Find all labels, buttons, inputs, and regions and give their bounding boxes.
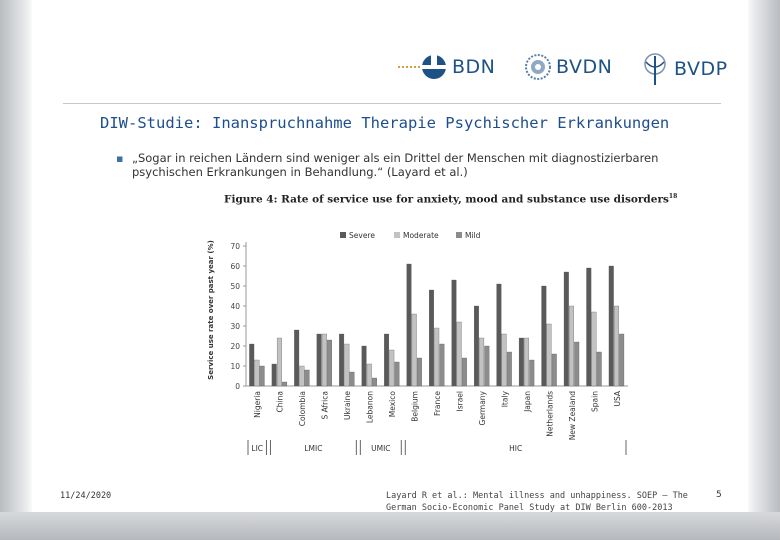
logo-bdn-text: BDN <box>452 56 496 78</box>
bar-severe-colombia <box>294 330 299 386</box>
bar-mild-usa <box>619 334 624 386</box>
bar-mild-israel <box>462 358 467 386</box>
figure-title-text: Figure 4: Rate of service use for anxiety, mood and substance use disorders <box>224 193 669 206</box>
x-tick-label: Spain <box>590 391 600 412</box>
x-tick-label: Germany <box>477 391 487 426</box>
bar-moderate-lebanon <box>367 364 372 386</box>
legend-label-mild: Mild <box>465 231 481 240</box>
bar-mild-spain <box>597 352 602 386</box>
bar-mild-mexico <box>395 362 400 386</box>
legend-swatch-severe <box>340 232 346 238</box>
x-tick-label: Colombia <box>298 391 308 427</box>
bar-mild-lebanon <box>372 378 377 386</box>
bar-moderate-s-africa <box>322 334 327 386</box>
bar-moderate-mexico <box>389 350 394 386</box>
footer-source: Layard R et al.: Mental illness and unhappiness. SOEP — The German Socio-Economic Panel Study at DIW Berlin 600-2013 <box>386 491 688 513</box>
page-number: 5 <box>716 490 722 500</box>
y-tick-label: 0 <box>235 382 240 391</box>
x-tick-label: New Zealand <box>567 391 577 441</box>
group-label-lic: LIC <box>251 444 264 453</box>
bar-severe-germany <box>474 306 479 386</box>
x-tick-label: Ukraine <box>343 391 353 420</box>
bar-severe-usa <box>609 266 614 386</box>
bar-mild-ukraine <box>350 372 355 386</box>
slide-title: DIW-Studie: Inanspruchnahme Therapie Psychischer Erkrankungen <box>100 114 670 132</box>
logo-bvdn-text: BVDN <box>556 56 613 78</box>
bar-severe-nigeria <box>249 344 254 386</box>
bar-severe-china <box>272 364 277 386</box>
y-tick-label: 20 <box>230 342 240 351</box>
bar-moderate-china <box>277 338 282 386</box>
bar-mild-germany <box>485 346 490 386</box>
bar-moderate-ukraine <box>345 344 350 386</box>
bar-severe-lebanon <box>362 346 367 386</box>
bar-moderate-colombia <box>300 366 305 386</box>
bar-severe-france <box>429 290 434 386</box>
x-tick-label: Belgium <box>410 391 420 422</box>
bullet-quote: „Sogar in reichen Ländern sind weniger als ein Drittel der Menschen mit diagnostizierbaren psychischen Erkrankungen in Behandlung.“ (Layard et al.) <box>132 151 659 179</box>
bar-moderate-japan <box>524 338 529 386</box>
y-tick-label: 10 <box>230 362 240 371</box>
bar-severe-new-zealand <box>564 272 569 386</box>
x-tick-label: Mexico <box>388 391 398 418</box>
x-tick-label: Japan <box>522 391 532 412</box>
bar-mild-netherlands <box>552 354 557 386</box>
x-tick-label: France <box>433 391 442 416</box>
x-tick-label: S Africa <box>320 391 330 420</box>
bar-mild-colombia <box>305 370 310 386</box>
bar-moderate-italy <box>502 334 507 386</box>
x-tick-label: Nigeria <box>253 391 263 418</box>
bar-mild-s-africa <box>327 340 332 386</box>
legend-swatch-mild <box>456 232 462 238</box>
bar-mild-france <box>440 344 445 386</box>
bar-severe-japan <box>519 338 524 386</box>
bar-mild-belgium <box>417 358 422 386</box>
bar-severe-mexico <box>384 334 389 386</box>
bar-moderate-new-zealand <box>569 306 574 386</box>
legend-label-moderate: Moderate <box>403 231 439 240</box>
bar-moderate-nigeria <box>255 360 260 386</box>
bar-mild-new-zealand <box>574 342 579 386</box>
bar-severe-spain <box>586 268 591 386</box>
bar-moderate-germany <box>479 338 484 386</box>
bar-severe-belgium <box>407 264 412 386</box>
x-tick-label: Israel <box>455 391 465 412</box>
group-label-hic: HIC <box>509 444 523 453</box>
bullet-marker: ▪ <box>116 152 124 165</box>
y-tick-label: 50 <box>230 282 240 291</box>
group-label-umic: UMIC <box>371 444 391 453</box>
bar-mild-china <box>282 382 287 386</box>
footer-date: 11/24/2020 <box>60 491 112 501</box>
bar-severe-italy <box>497 284 502 386</box>
x-tick-label: Netherlands <box>545 391 555 437</box>
bar-mild-japan <box>529 360 534 386</box>
bar-moderate-netherlands <box>547 324 552 386</box>
x-tick-label: USA <box>612 391 622 407</box>
bar-severe-ukraine <box>339 334 344 386</box>
y-tick-label: 40 <box>230 302 240 311</box>
bar-moderate-france <box>434 328 439 386</box>
bar-moderate-usa <box>614 306 619 386</box>
bar-severe-netherlands <box>542 286 547 386</box>
x-tick-label: China <box>275 391 285 413</box>
bar-moderate-belgium <box>412 314 417 386</box>
bar-moderate-spain <box>592 312 597 386</box>
bar-severe-s-africa <box>317 334 322 386</box>
x-tick-label: Italy <box>500 390 510 408</box>
bar-severe-israel <box>452 280 457 386</box>
bar-mild-italy <box>507 352 512 386</box>
legend-swatch-moderate <box>394 232 400 238</box>
bar-mild-nigeria <box>260 366 265 386</box>
bar-moderate-israel <box>457 322 462 386</box>
y-axis-label: Service use rate over past year (%) <box>207 240 215 380</box>
y-tick-label: 60 <box>230 262 240 271</box>
group-label-lmic: LMIC <box>304 444 323 453</box>
figure-title-ref: 18 <box>668 193 678 200</box>
y-tick-label: 30 <box>230 322 240 331</box>
logo-bvdp-text: BVDP <box>674 58 728 80</box>
legend-label-severe: Severe <box>349 231 375 240</box>
y-tick-label: 70 <box>230 242 240 251</box>
x-tick-label: Lebanon <box>365 391 375 424</box>
